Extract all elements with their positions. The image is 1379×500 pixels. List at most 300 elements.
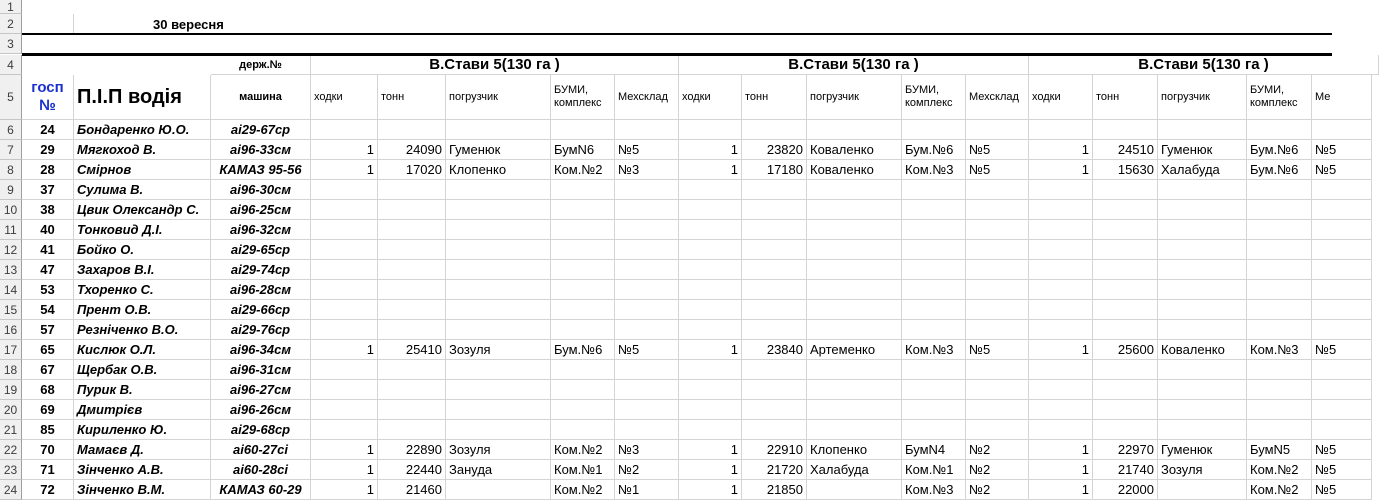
row-header[interactable]: 20 — [0, 400, 22, 420]
data-cell[interactable] — [966, 360, 1029, 380]
data-cell[interactable] — [1247, 200, 1312, 220]
data-cell[interactable] — [902, 320, 966, 340]
driver-name-cell[interactable]: Кислюк О.Л. — [74, 340, 211, 360]
data-cell[interactable] — [807, 120, 902, 140]
data-cell[interactable] — [902, 280, 966, 300]
row-header[interactable]: 2 — [0, 14, 22, 34]
vehicle-cell[interactable]: КАМАЗ 95-56 — [211, 160, 311, 180]
gosp-cell[interactable]: 72 — [22, 480, 74, 500]
data-cell[interactable] — [551, 360, 615, 380]
data-cell[interactable] — [1093, 400, 1158, 420]
data-cell[interactable] — [742, 360, 807, 380]
data-cell[interactable] — [742, 180, 807, 200]
data-cell[interactable] — [1158, 260, 1247, 280]
gosp-cell[interactable]: 38 — [22, 200, 74, 220]
data-cell[interactable] — [966, 220, 1029, 240]
data-cell[interactable]: №2 — [966, 480, 1029, 500]
data-cell[interactable] — [1158, 420, 1247, 440]
data-cell[interactable] — [1247, 400, 1312, 420]
data-cell[interactable]: 22890 — [378, 440, 446, 460]
data-cell[interactable] — [615, 280, 679, 300]
data-cell[interactable] — [966, 200, 1029, 220]
gosp-cell[interactable]: 40 — [22, 220, 74, 240]
column-header-tonn[interactable]: тонн — [742, 75, 807, 120]
data-cell[interactable]: 25600 — [1093, 340, 1158, 360]
data-cell[interactable]: №5 — [1312, 460, 1372, 480]
data-cell[interactable] — [311, 320, 378, 340]
gosp-cell[interactable]: 53 — [22, 280, 74, 300]
data-cell[interactable]: 1 — [311, 480, 378, 500]
data-cell[interactable]: Зануда — [446, 460, 551, 480]
data-cell[interactable] — [378, 220, 446, 240]
data-cell[interactable] — [551, 260, 615, 280]
driver-name-cell[interactable]: Мягкоход В. — [74, 140, 211, 160]
data-cell[interactable] — [378, 400, 446, 420]
data-cell[interactable] — [807, 240, 902, 260]
data-cell[interactable] — [378, 420, 446, 440]
data-cell[interactable] — [1158, 280, 1247, 300]
vehicle-cell[interactable]: аі96-30см — [211, 180, 311, 200]
column-header-hodky[interactable]: ходки — [311, 75, 378, 120]
data-cell[interactable] — [807, 380, 902, 400]
data-cell[interactable]: Коваленко — [1158, 340, 1247, 360]
data-cell[interactable]: Халабуда — [807, 460, 902, 480]
data-cell[interactable] — [679, 280, 742, 300]
row-header[interactable]: 4 — [0, 55, 22, 75]
data-cell[interactable]: 1 — [1029, 160, 1093, 180]
data-cell[interactable] — [551, 300, 615, 320]
data-cell[interactable] — [742, 220, 807, 240]
vehicle-cell[interactable]: аі29-76ср — [211, 320, 311, 340]
data-cell[interactable] — [1158, 320, 1247, 340]
driver-name-cell[interactable]: Сулима В. — [74, 180, 211, 200]
data-cell[interactable] — [1093, 240, 1158, 260]
data-cell[interactable]: Ком.№2 — [551, 160, 615, 180]
data-cell[interactable] — [1029, 360, 1093, 380]
data-cell[interactable]: №2 — [966, 460, 1029, 480]
data-cell[interactable] — [551, 240, 615, 260]
driver-name-cell[interactable]: Пурик В. — [74, 380, 211, 400]
data-cell[interactable]: Ком.№2 — [1247, 460, 1312, 480]
data-cell[interactable] — [807, 400, 902, 420]
data-cell[interactable] — [446, 360, 551, 380]
data-cell[interactable] — [679, 360, 742, 380]
vehicle-cell[interactable]: аі29-66ср — [211, 300, 311, 320]
data-cell[interactable] — [679, 120, 742, 140]
data-cell[interactable] — [551, 320, 615, 340]
data-cell[interactable] — [1312, 220, 1372, 240]
data-cell[interactable] — [446, 280, 551, 300]
data-cell[interactable] — [378, 320, 446, 340]
data-cell[interactable]: №5 — [1312, 140, 1372, 160]
column-header-bumy[interactable]: БУМИ, комплекс — [902, 75, 966, 120]
row-header[interactable]: 13 — [0, 260, 22, 280]
data-cell[interactable]: Гуменюк — [446, 140, 551, 160]
data-cell[interactable]: №5 — [1312, 440, 1372, 460]
data-cell[interactable] — [615, 120, 679, 140]
data-cell[interactable] — [966, 120, 1029, 140]
data-cell[interactable] — [1312, 320, 1372, 340]
data-cell[interactable] — [378, 240, 446, 260]
data-cell[interactable] — [615, 360, 679, 380]
data-cell[interactable] — [551, 380, 615, 400]
vehicle-cell[interactable]: аі96-25см — [211, 200, 311, 220]
gosp-cell[interactable]: 57 — [22, 320, 74, 340]
data-cell[interactable] — [807, 280, 902, 300]
data-cell[interactable] — [742, 280, 807, 300]
data-cell[interactable] — [551, 400, 615, 420]
vehicle-cell[interactable]: аі96-33см — [211, 140, 311, 160]
data-cell[interactable]: Бум.№6 — [551, 340, 615, 360]
data-cell[interactable] — [679, 240, 742, 260]
column-header-mekhsklad[interactable]: Мехсклад — [615, 75, 679, 120]
driver-name-cell[interactable]: Зінченко В.М. — [74, 480, 211, 500]
data-cell[interactable] — [679, 380, 742, 400]
data-cell[interactable] — [311, 300, 378, 320]
driver-name-cell[interactable]: Захаров В.І. — [74, 260, 211, 280]
row-header[interactable]: 16 — [0, 320, 22, 340]
data-cell[interactable] — [311, 240, 378, 260]
data-cell[interactable] — [446, 300, 551, 320]
data-cell[interactable] — [1029, 420, 1093, 440]
driver-name-cell[interactable]: Смірнов — [74, 160, 211, 180]
data-cell[interactable]: Коваленко — [807, 140, 902, 160]
data-cell[interactable]: 23820 — [742, 140, 807, 160]
data-cell[interactable]: БумN6 — [551, 140, 615, 160]
data-cell[interactable] — [679, 420, 742, 440]
driver-name-cell[interactable]: Кириленко Ю. — [74, 420, 211, 440]
driver-name-cell[interactable]: Тонковид Д.І. — [74, 220, 211, 240]
row-header[interactable]: 9 — [0, 180, 22, 200]
vehicle-cell[interactable]: КАМАЗ 60-29 — [211, 480, 311, 500]
data-cell[interactable] — [1247, 320, 1312, 340]
data-cell[interactable] — [311, 400, 378, 420]
data-cell[interactable] — [446, 120, 551, 140]
row-header[interactable]: 19 — [0, 380, 22, 400]
group-header-3[interactable]: В.Стави 5(130 га ) — [1029, 55, 1379, 75]
data-cell[interactable]: 22910 — [742, 440, 807, 460]
data-cell[interactable] — [446, 260, 551, 280]
driver-name-cell[interactable]: Дмитрієв — [74, 400, 211, 420]
data-cell[interactable] — [378, 280, 446, 300]
data-cell[interactable]: 25410 — [378, 340, 446, 360]
data-cell[interactable]: Бум.№6 — [1247, 160, 1312, 180]
data-cell[interactable]: Клопенко — [446, 160, 551, 180]
column-header-bumy[interactable]: БУМИ, комплекс — [1247, 75, 1312, 120]
data-cell[interactable] — [551, 280, 615, 300]
data-cell[interactable] — [1093, 120, 1158, 140]
gosp-cell[interactable]: 65 — [22, 340, 74, 360]
data-cell[interactable] — [966, 420, 1029, 440]
data-cell[interactable]: Ком.№1 — [902, 460, 966, 480]
data-cell[interactable] — [1093, 260, 1158, 280]
data-cell[interactable]: 1 — [1029, 460, 1093, 480]
driver-name-cell[interactable]: Зінченко А.В. — [74, 460, 211, 480]
mashyna-header[interactable]: машина — [211, 75, 311, 120]
data-cell[interactable]: 1 — [679, 340, 742, 360]
data-cell[interactable]: Гуменюк — [1158, 140, 1247, 160]
data-cell[interactable]: 1 — [679, 480, 742, 500]
data-cell[interactable] — [742, 200, 807, 220]
vehicle-cell[interactable]: аі96-27см — [211, 380, 311, 400]
data-cell[interactable] — [742, 400, 807, 420]
gosp-cell[interactable]: 67 — [22, 360, 74, 380]
data-cell[interactable] — [1247, 260, 1312, 280]
data-cell[interactable] — [1312, 200, 1372, 220]
data-cell[interactable] — [742, 240, 807, 260]
derzh-header[interactable]: держ.№ — [211, 55, 311, 75]
row-header[interactable]: 23 — [0, 460, 22, 480]
driver-name-cell[interactable]: Щербак О.В. — [74, 360, 211, 380]
data-cell[interactable] — [615, 240, 679, 260]
row-header[interactable]: 22 — [0, 440, 22, 460]
data-cell[interactable]: Клопенко — [807, 440, 902, 460]
data-cell[interactable] — [1312, 240, 1372, 260]
cell[interactable] — [22, 14, 74, 34]
data-cell[interactable] — [615, 320, 679, 340]
data-cell[interactable] — [311, 120, 378, 140]
data-cell[interactable] — [378, 360, 446, 380]
data-cell[interactable] — [1093, 180, 1158, 200]
data-cell[interactable] — [742, 320, 807, 340]
data-cell[interactable] — [966, 180, 1029, 200]
data-cell[interactable]: 1 — [1029, 340, 1093, 360]
data-cell[interactable] — [742, 120, 807, 140]
data-cell[interactable] — [742, 300, 807, 320]
row-header[interactable]: 10 — [0, 200, 22, 220]
data-cell[interactable] — [679, 200, 742, 220]
data-cell[interactable]: Ком.№3 — [902, 480, 966, 500]
data-cell[interactable] — [1093, 320, 1158, 340]
column-header-hodky[interactable]: ходки — [679, 75, 742, 120]
vehicle-cell[interactable]: аі96-28см — [211, 280, 311, 300]
gosp-cell[interactable]: 37 — [22, 180, 74, 200]
gosp-cell[interactable]: 68 — [22, 380, 74, 400]
data-cell[interactable]: 1 — [1029, 140, 1093, 160]
row-header[interactable]: 11 — [0, 220, 22, 240]
data-cell[interactable] — [378, 200, 446, 220]
data-cell[interactable]: 1 — [311, 340, 378, 360]
row-header[interactable]: 5 — [0, 75, 22, 120]
data-cell[interactable] — [1247, 300, 1312, 320]
data-cell[interactable] — [1247, 220, 1312, 240]
data-cell[interactable] — [615, 180, 679, 200]
row-header[interactable]: 12 — [0, 240, 22, 260]
data-cell[interactable]: 21720 — [742, 460, 807, 480]
data-cell[interactable] — [615, 380, 679, 400]
data-cell[interactable] — [679, 180, 742, 200]
data-cell[interactable]: Артеменко — [807, 340, 902, 360]
data-cell[interactable] — [966, 280, 1029, 300]
data-cell[interactable] — [1029, 240, 1093, 260]
data-cell[interactable] — [1029, 320, 1093, 340]
date-label[interactable]: 30 вересня — [153, 16, 224, 32]
data-cell[interactable] — [378, 120, 446, 140]
gosp-cell[interactable]: 71 — [22, 460, 74, 480]
data-cell[interactable] — [446, 420, 551, 440]
data-cell[interactable]: 21460 — [378, 480, 446, 500]
data-cell[interactable]: 1 — [311, 460, 378, 480]
data-cell[interactable]: 21740 — [1093, 460, 1158, 480]
data-cell[interactable]: №3 — [615, 440, 679, 460]
data-cell[interactable] — [1312, 300, 1372, 320]
data-cell[interactable]: Ком.№2 — [1247, 480, 1312, 500]
data-cell[interactable] — [902, 400, 966, 420]
data-cell[interactable]: 24090 — [378, 140, 446, 160]
data-cell[interactable] — [1158, 380, 1247, 400]
data-cell[interactable] — [1312, 260, 1372, 280]
data-cell[interactable] — [1312, 180, 1372, 200]
data-cell[interactable]: 1 — [311, 440, 378, 460]
vehicle-cell[interactable]: аі29-74ср — [211, 260, 311, 280]
data-cell[interactable] — [551, 120, 615, 140]
data-cell[interactable] — [902, 420, 966, 440]
data-cell[interactable] — [311, 220, 378, 240]
data-cell[interactable] — [1158, 180, 1247, 200]
data-cell[interactable] — [1029, 120, 1093, 140]
data-cell[interactable]: Ком.№3 — [1247, 340, 1312, 360]
data-cell[interactable] — [966, 300, 1029, 320]
data-cell[interactable] — [1029, 180, 1093, 200]
data-cell[interactable]: Ком.№1 — [551, 460, 615, 480]
row-header[interactable]: 14 — [0, 280, 22, 300]
data-cell[interactable] — [1158, 360, 1247, 380]
data-cell[interactable] — [1093, 280, 1158, 300]
data-cell[interactable]: 1 — [311, 140, 378, 160]
row-header[interactable]: 8 — [0, 160, 22, 180]
data-cell[interactable] — [679, 220, 742, 240]
data-cell[interactable] — [446, 180, 551, 200]
vehicle-cell[interactable]: аі29-68ср — [211, 420, 311, 440]
data-cell[interactable] — [1312, 120, 1372, 140]
gosp-cell[interactable]: 41 — [22, 240, 74, 260]
data-cell[interactable] — [742, 380, 807, 400]
data-cell[interactable] — [446, 400, 551, 420]
data-cell[interactable] — [807, 180, 902, 200]
gosp-cell[interactable]: 28 — [22, 160, 74, 180]
data-cell[interactable] — [1029, 220, 1093, 240]
data-cell[interactable]: №5 — [966, 140, 1029, 160]
data-cell[interactable]: 22000 — [1093, 480, 1158, 500]
data-cell[interactable] — [615, 200, 679, 220]
data-cell[interactable] — [1312, 280, 1372, 300]
data-cell[interactable] — [551, 220, 615, 240]
data-cell[interactable] — [902, 240, 966, 260]
data-cell[interactable] — [1158, 220, 1247, 240]
vehicle-cell[interactable]: аі29-67ср — [211, 120, 311, 140]
data-cell[interactable] — [1029, 260, 1093, 280]
data-cell[interactable]: Зозуля — [446, 340, 551, 360]
vehicle-cell[interactable]: аі29-65ср — [211, 240, 311, 260]
data-cell[interactable] — [1247, 240, 1312, 260]
data-cell[interactable]: Ком.№2 — [551, 480, 615, 500]
data-cell[interactable] — [902, 380, 966, 400]
data-cell[interactable] — [1093, 300, 1158, 320]
data-cell[interactable] — [807, 220, 902, 240]
data-cell[interactable] — [902, 220, 966, 240]
data-cell[interactable] — [1247, 180, 1312, 200]
data-cell[interactable]: Гуменюк — [1158, 440, 1247, 460]
vehicle-cell[interactable]: аі96-34см — [211, 340, 311, 360]
driver-name-cell[interactable]: Мамаєв Д. — [74, 440, 211, 460]
gosp-cell[interactable]: 47 — [22, 260, 74, 280]
driver-name-cell[interactable]: Бондаренко Ю.О. — [74, 120, 211, 140]
driver-name-cell[interactable]: Цвик Олександр С. — [74, 200, 211, 220]
data-cell[interactable] — [311, 360, 378, 380]
data-cell[interactable]: №3 — [615, 160, 679, 180]
data-cell[interactable]: БумN5 — [1247, 440, 1312, 460]
data-cell[interactable]: №5 — [615, 140, 679, 160]
data-cell[interactable] — [902, 300, 966, 320]
column-header-tonn[interactable]: тонн — [378, 75, 446, 120]
gosp-cell[interactable]: 24 — [22, 120, 74, 140]
vehicle-cell[interactable]: аі60-27сі — [211, 440, 311, 460]
data-cell[interactable] — [742, 260, 807, 280]
data-cell[interactable] — [446, 220, 551, 240]
data-cell[interactable] — [1093, 380, 1158, 400]
data-cell[interactable]: 15630 — [1093, 160, 1158, 180]
data-cell[interactable]: Ком.№3 — [902, 160, 966, 180]
data-cell[interactable] — [679, 400, 742, 420]
data-cell[interactable] — [551, 180, 615, 200]
data-cell[interactable] — [1029, 380, 1093, 400]
data-cell[interactable] — [378, 180, 446, 200]
data-cell[interactable] — [1029, 400, 1093, 420]
data-cell[interactable]: БумN4 — [902, 440, 966, 460]
data-cell[interactable]: 22440 — [378, 460, 446, 480]
column-header-pogruzchyk[interactable]: погрузчик — [1158, 75, 1247, 120]
data-cell[interactable] — [446, 320, 551, 340]
data-cell[interactable] — [807, 300, 902, 320]
data-cell[interactable] — [311, 180, 378, 200]
column-header-mekhsklad[interactable]: Ме — [1312, 75, 1372, 120]
data-cell[interactable] — [966, 380, 1029, 400]
data-cell[interactable] — [378, 380, 446, 400]
driver-name-cell[interactable]: Бойко О. — [74, 240, 211, 260]
data-cell[interactable]: 1 — [311, 160, 378, 180]
gosp-cell[interactable]: 54 — [22, 300, 74, 320]
data-cell[interactable] — [378, 300, 446, 320]
column-header-mekhsklad[interactable]: Мехсклад — [966, 75, 1029, 120]
data-cell[interactable] — [378, 260, 446, 280]
data-cell[interactable] — [1247, 360, 1312, 380]
data-cell[interactable] — [615, 260, 679, 280]
data-cell[interactable] — [679, 320, 742, 340]
data-cell[interactable]: 22970 — [1093, 440, 1158, 460]
driver-name-cell[interactable]: Прент О.В. — [74, 300, 211, 320]
data-cell[interactable] — [902, 180, 966, 200]
group-header-1[interactable]: В.Стави 5(130 га ) — [311, 55, 679, 75]
data-cell[interactable]: №5 — [615, 340, 679, 360]
data-cell[interactable]: 24510 — [1093, 140, 1158, 160]
data-cell[interactable] — [902, 260, 966, 280]
data-cell[interactable]: Зозуля — [446, 440, 551, 460]
data-cell[interactable] — [446, 240, 551, 260]
data-cell[interactable] — [311, 260, 378, 280]
data-cell[interactable] — [446, 380, 551, 400]
data-cell[interactable] — [1158, 300, 1247, 320]
driver-name-cell[interactable]: Тхоренко С. — [74, 280, 211, 300]
data-cell[interactable] — [1158, 400, 1247, 420]
group-header-2[interactable]: В.Стави 5(130 га ) — [679, 55, 1029, 75]
data-cell[interactable] — [615, 300, 679, 320]
vehicle-cell[interactable]: аі60-28сі — [211, 460, 311, 480]
row-header[interactable]: 24 — [0, 480, 22, 500]
data-cell[interactable] — [807, 360, 902, 380]
data-cell[interactable] — [446, 200, 551, 220]
pip-header[interactable]: П.І.П водія — [74, 75, 211, 120]
data-cell[interactable]: 17180 — [742, 160, 807, 180]
